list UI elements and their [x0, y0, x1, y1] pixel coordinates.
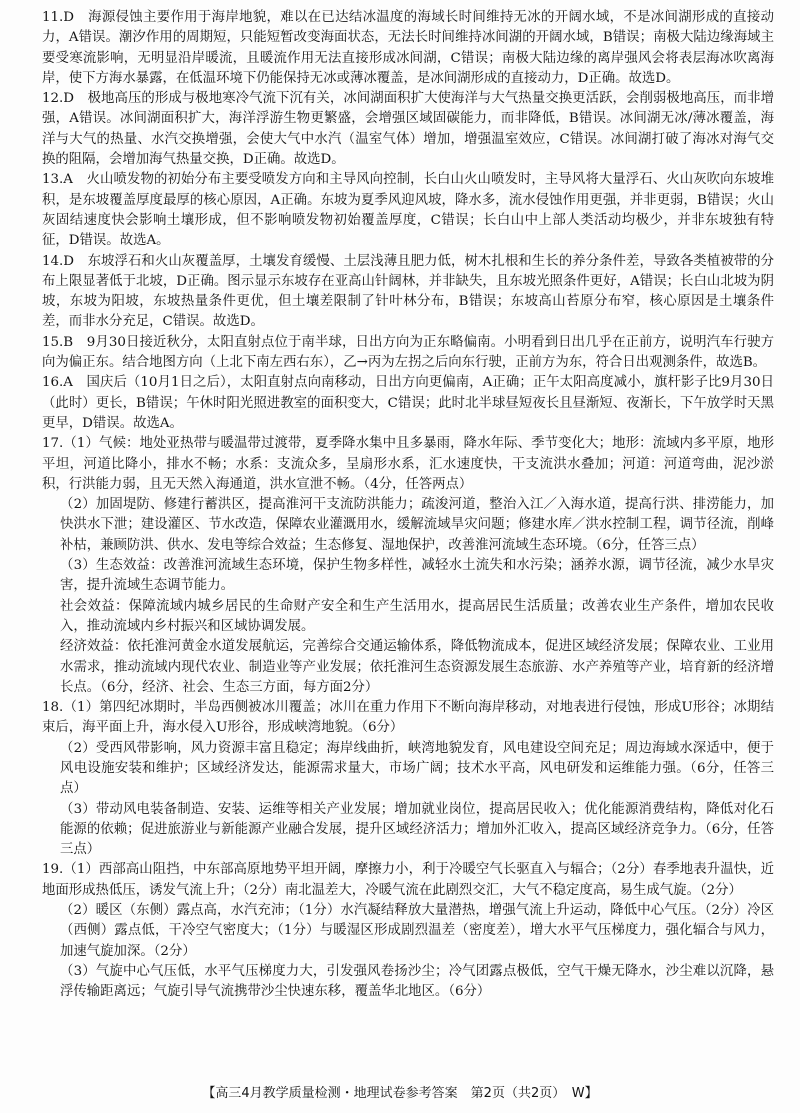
- answer-15: 15.B 9月30日接近秋分，太阳直射点位于南半球，日出方向为正东略偏南。小明看到日出几乎在正前方，说明汽车行驶方向为偏正东。结合地图方向（上北下南左西右东），乙→丙为左拐之后向东行驶，正前方为东，符合日出观测条件，故选B。: [42, 334, 774, 371]
- answer-17-3-ecology: （3）生态效益：改善淮河流域生态环境，保护生物多样性，减轻水土流失和水污染；涵养水源，调节径流，减少水旱灾害，提升流域生态调节能力。: [60, 558, 774, 594]
- answer-18-3: （3）带动风电装备制造、安装、运维等相关产业发展；增加就业岗位，提高居民收入；优化能源消费结构，降低对化石能源的依赖；促进旅游业与新能源产业融合发展，提升区域经济活力；增加外汇收入，提高区域经济竞争力。（6分，任答三点）: [60, 801, 774, 858]
- answer-17-3-economy: 经济效益：依托淮河黄金水道发展航运，完善综合交通运输体系，降低物流成本，促进区域经济发展；保障农业、工业用水需求，推动流域内现代农业、制造业等产业发展；依托淮河生态资源发展生态旅游、水产养殖等产业，培育新的经济增长点。（6分，经济、社会、生态三方面，每方面2分）: [60, 639, 774, 695]
- answer-content: [42, 8, 774, 1003]
- answer-16: 16.A 国庆后（10月1日之后），太阳直射点向南移动，日出方向更偏南，A正确；正午太阳高度减小，旗杆影子比9月30日（此时）更长，B错误；午休时阳光照进教室的面积变大，C错误；此时北半球昼短夜长且昼渐短、夜渐长，下午放学时天黑更早，D错误。故选A。: [42, 375, 774, 431]
- answer-17-3-society: 社会效益：保障流域内城乡居民的生命财产安全和生产生活用水，提高居民生活质量；改善农业生产条件，增加农民收入，推动流域内乡村振兴和区域协调发展。: [60, 598, 774, 634]
- answer-18-1: 18.（1）第四纪冰期时，半岛西侧被冰川覆盖；冰川在重力作用下不断向海岸移动，对地表进行侵蚀，形成U形谷；冰期结束后，海平面上升，海水侵入U形谷，形成峡湾地貌。（6分）: [42, 700, 774, 736]
- answer-17-2: （2）加固堤防、修建行蓄洪区，提高淮河干支流防洪能力；疏浚河道，整治入江／入海水道，提高行洪、排涝能力，加快洪水下泄；建设灌区、节水改造，保障农业灌溉用水，缓解流域旱灾问题；修建水库／洪水控制工程，调节径流，削峰补枯，兼顾防洪、供水、发电等综合效益；生态修复、湿地保护，改善淮河流域生态环境。（6分，任答三点）: [60, 497, 774, 553]
- answer-13: 13.A 火山喷发物的初始分布主要受喷发方向和主导风向控制，长白山火山喷发时，主导风将大量浮石、火山灰吹向东坡堆积，是东坡覆盖厚度最厚的核心原因，A正确。东坡为夏季风迎风坡，降水多，流水侵蚀作用更强，并非更弱，B错误；火山灰固结速度快会影响土壤形成，但不影响喷发物初始覆盖厚度，C错误；长白山中上部人类活动均极少，并非东坡独有特征，D错误。故选A。: [42, 172, 774, 249]
- answer-17-1: 17.（1）气候：地处亚热带与暖温带过渡带，夏季降水集中且多暴雨，降水年际、季节变化大；地形：流域内多平原，地形平坦，河道比降小，排水不畅；水系：支流众多，呈扇形水系，汇水速度快，干支流洪水叠加；河道：河道弯曲，泥沙淤积，行洪能力弱，且无天然入海通道，洪水宣泄不畅。（4分，任答两点）: [42, 436, 774, 492]
- answer-14: 14.D 东坡浮石和火山灰覆盖厚，土壤发育缓慢、土层浅薄且肥力低，树木扎根和生长的养分条件差，导致各类植被带的分布上限显著低于北坡，D正确。图示显示东坡存在亚高山针阔林，并非缺失，且东坡光照条件更好，A错误；长白山北坡为阴坡，东坡为阳坡，东坡热量条件更优，但土壤差限制了针叶林分布，B错误；东坡高山苔原分布窄，核心原因是土壤条件差，而非水分充足，C错误。故选D。: [42, 253, 774, 330]
- answer-11: 11.D 海源侵蚀主要作用于海岸地貌，难以在已达结冰温度的海域长时间维持无冰的开阔水域，不是冰间湖形成的直接动力，A错误。潮汐作用的周期短，只能短暂改变海面状态，无法长时间维持冰间湖的开阔水域，B错误；南极大陆边缘海域主要受寒流影响，无明显沿岸暖流，且暖流作用无法直接形成冰间湖，C错误；南极大陆边缘的离岸强风会将表层海冰吹离海岸，使下方海水暴露，在低温环境下仍能保持无冰或薄冰覆盖，是冰间湖形成的直接动力，D正确。故选D。: [42, 10, 774, 86]
- answer-19-2: （2）暖区（东侧）露点高，水汽充沛；（1分）水汽凝结释放大量潜热，增强气流上升运动，降低中心气压。（2分）冷区（西侧）露点低，干冷空气密度大；（1分）与暖湿区形成剧烈温差（密度差），增大水平气压梯度力，强化辐合与风力，加速气旋加深。（2分）: [60, 903, 774, 959]
- answer-12: 12.D 极地高压的形成与极地寒冷气流下沉有关，冰间湖面积扩大使海洋与大气热量交换更活跃，会削弱极地高压，而非增强，A错误。冰间湖面积扩大，海洋浮游生物更繁盛，会增强区域固碳能力，而非降低，B错误。冰间湖无冰/薄冰覆盖，海洋与大气的热量、水汽交换增强，会使大气中水汽（温室气体）增加，增强温室效应，C错误。冰间湖打破了海冰对海气交换的阻隔，会增加海气热量交换，D正确。故选D。: [42, 91, 774, 168]
- page-footer: 【高三4月教学质量检测・地理试卷参考答案 第2页（共2页） W】: [202, 1086, 598, 1101]
- answer-19-1: 19.（1）西部高山阻挡，中东部高原地势平坦开阔，摩擦力小，利于冷暖空气长驱直入与辐合；（2分）春季地表升温快，近地面形成热低压，诱发气流上升；（2分）南北温差大，冷暖气流在此剧烈交汇，大气不稳定度高，易生成气旋。（2分）: [42, 862, 774, 898]
- answer-18-2: （2）受西风带影响，风力资源丰富且稳定；海岸线曲折，峡湾地貌发育，风电建设空间充足；周边海域水深适中，便于风电设施安装和维护；区域经济发达，能源需求量大，市场广阔；技术水平高，风电研发和运维能力强。（6分，任答三点）: [60, 740, 774, 797]
- answer-19-3: （3）气旋中心气压低，水平气压梯度力大，引发强风卷扬沙尘；冷气团露点极低，空气干燥无降水，沙尘难以沉降，悬浮传输距离远；气旋引导气流携带沙尘快速东移，覆盖华北地区。（6分）: [60, 963, 774, 1000]
